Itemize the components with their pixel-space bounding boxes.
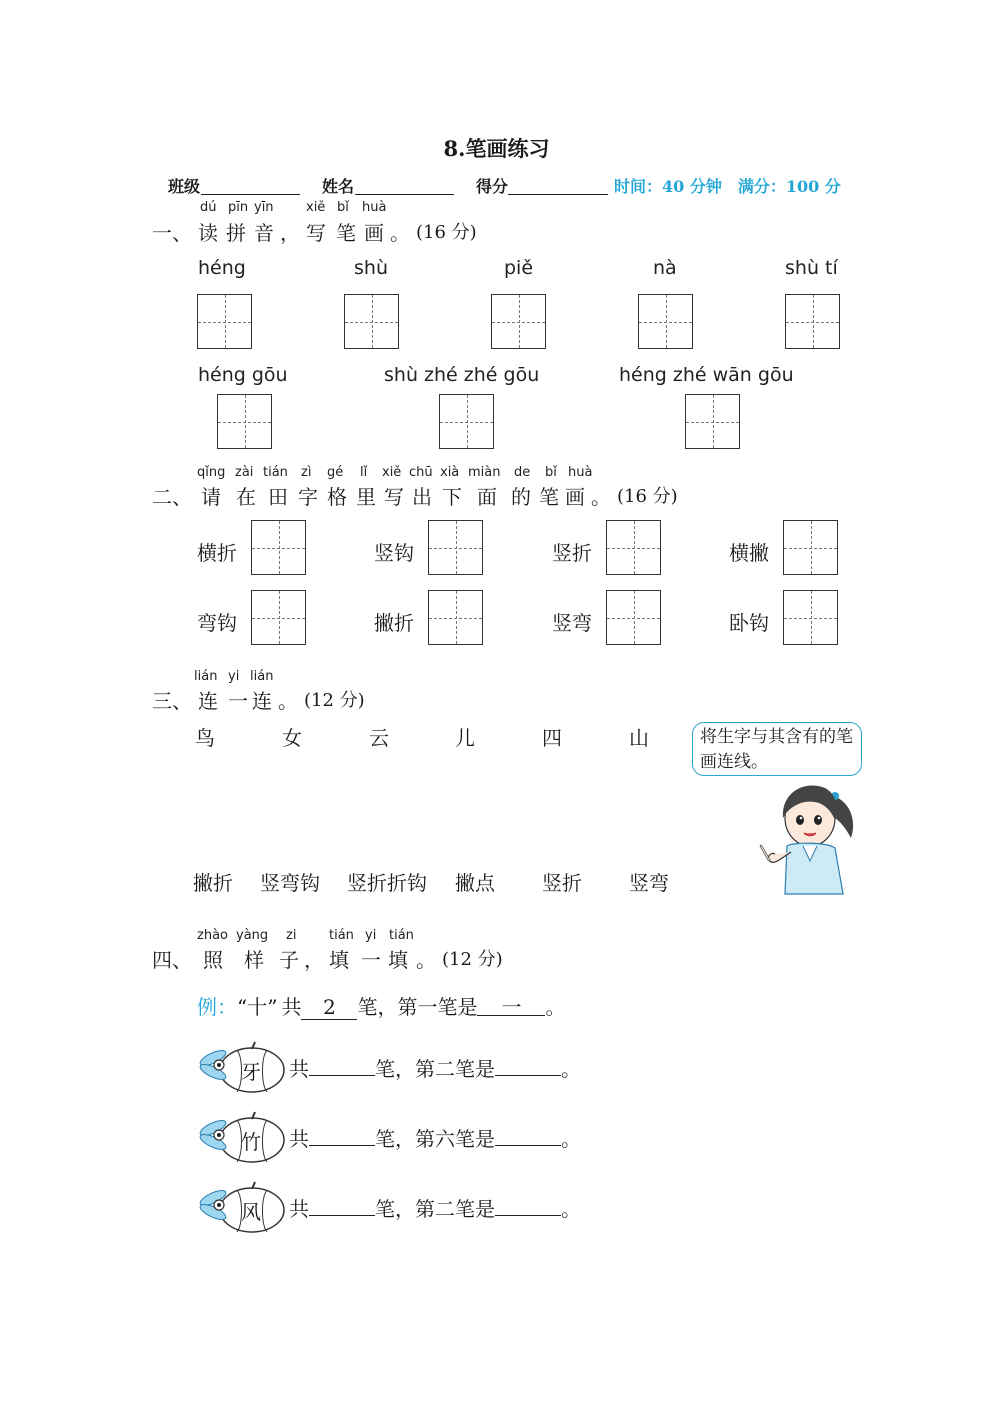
stroke-pinyin: shù zhé zhé gōu [384,364,540,386]
match-char[interactable]: 四 [542,726,562,750]
match-stroke[interactable]: 撇点 [455,871,495,895]
pinyin-yin: yīn [254,200,274,215]
tian-grid[interactable] [428,520,483,575]
pinyin: zì [301,465,312,480]
stroke-pinyin: nà [653,257,677,279]
match-char[interactable]: 女 [282,726,302,750]
pinyin: xià [440,465,460,480]
tian-grid[interactable] [197,294,252,349]
stroke-label: 弯钩 [197,611,237,635]
fill-item [197,1040,292,1096]
item-char: 风 [241,1200,261,1224]
pinyin: yi [365,928,377,943]
count-blank[interactable] [309,1121,375,1146]
name-label: 姓名 [322,177,355,196]
tian-grid[interactable] [217,394,272,449]
class-field[interactable] [201,194,300,195]
score-field[interactable] [508,194,608,195]
fill-item [197,1110,292,1166]
example-char: “十” [237,995,278,1019]
tian-grid[interactable] [439,394,494,449]
class-label: 班级 [168,177,201,196]
pinyin-du: dú [200,200,217,215]
count-blank[interactable] [309,1191,375,1216]
info-header [0,174,993,204]
stroke-pinyin: héng gōu [198,364,288,386]
speech-bubble: 将生字与其含有的笔画连线。 [692,722,862,776]
pinyin: tián [263,465,288,480]
stroke-pinyin: shù tí [785,257,838,279]
stroke-pinyin: héng zhé wān gōu [619,364,794,386]
stroke-label: 竖钩 [374,541,414,565]
pinyin: huà [568,465,593,480]
item-char: 牙 [241,1060,261,1084]
pinyin: miàn [468,465,501,480]
fill-line: 共 笔，第二笔是 。 [289,1191,581,1222]
hair-ponytail [833,796,853,838]
match-stroke[interactable]: 撇折 [193,871,233,895]
stroke-blank[interactable] [495,1121,561,1146]
tian-grid[interactable] [638,294,693,349]
score-label: 得分 [476,177,509,196]
stroke-label: 横撇 [729,541,769,565]
tian-grid[interactable] [785,294,840,349]
section2-score: (16 分) [617,486,678,507]
pinyin: zhào [197,928,228,943]
section4-score: (12 分) [442,949,503,970]
pinyin-pin: pīn [228,200,249,215]
tian-grid[interactable] [428,590,483,645]
tian-grid[interactable] [344,294,399,349]
stroke-label: 竖折 [552,541,592,565]
section3-score: (12 分) [304,690,365,711]
tian-grid[interactable] [783,520,838,575]
girl-illustration [755,776,860,896]
pinyin: tián [329,928,354,943]
match-stroke[interactable]: 竖弯钩 [260,871,320,895]
section1-score: (16 分) [416,222,477,243]
example-line: 例：“十” 共 2 笔，第一笔是 一 。 [197,991,565,1020]
pinyin: bǐ [545,465,557,480]
pinyin-hua: huà [362,200,387,215]
match-char[interactable]: 山 [629,726,649,750]
tian-grid[interactable] [251,520,306,575]
tian-grid[interactable] [783,590,838,645]
example-stroke: 一 [477,991,545,1016]
stroke-pinyin: shù [354,257,388,279]
stroke-pinyin: piě [504,257,534,279]
match-stroke[interactable]: 竖折 [542,871,582,895]
pinyin: lián [194,669,218,684]
pinyin: yi [228,669,240,684]
pinyin: lián [250,669,274,684]
stroke-pinyin: héng [198,257,246,279]
name-field[interactable] [355,194,454,195]
pinyin: chū [409,465,433,480]
stroke-label: 横折 [197,541,237,565]
pinyin: yàng [236,928,269,943]
pinyin: lǐ [360,465,368,480]
fill-line: 共 笔，第六笔是 。 [289,1121,581,1152]
example-count: 2 [301,995,357,1020]
example-tag: 例： [197,995,237,1019]
match-char[interactable]: 云 [369,726,389,750]
stroke-blank[interactable] [495,1051,561,1076]
pinyin-xie: xiě [306,200,326,215]
stroke-label: 卧钩 [729,611,769,635]
stroke-label: 竖弯 [552,611,592,635]
pinyin: tián [389,928,414,943]
page-title: 8.笔画练习 [443,136,550,161]
tian-grid[interactable] [491,294,546,349]
stroke-blank[interactable] [495,1191,561,1216]
tian-grid[interactable] [685,394,740,449]
stroke-label: 撇折 [374,611,414,635]
pinyin: xiě [382,465,402,480]
pinyin: de [514,465,531,480]
fill-item [197,1180,292,1236]
fill-line: 共 笔，第二笔是 。 [289,1051,581,1082]
match-stroke[interactable]: 竖弯 [629,871,669,895]
match-char[interactable]: 儿 [455,726,475,750]
count-blank[interactable] [309,1051,375,1076]
time-info: 时间：40 分钟 满分：100 分 [614,177,841,196]
pinyin: zi [286,928,297,943]
pinyin-bi: bǐ [337,200,349,215]
pinyin: zài [235,465,254,480]
match-char[interactable]: 鸟 [195,726,215,750]
match-stroke[interactable]: 竖折折钩 [347,871,427,895]
tian-grid[interactable] [606,520,661,575]
tian-grid[interactable] [251,590,306,645]
pinyin: qǐng [197,465,226,480]
tian-grid[interactable] [606,590,661,645]
item-char: 竹 [241,1130,261,1154]
pinyin: gé [327,465,344,480]
